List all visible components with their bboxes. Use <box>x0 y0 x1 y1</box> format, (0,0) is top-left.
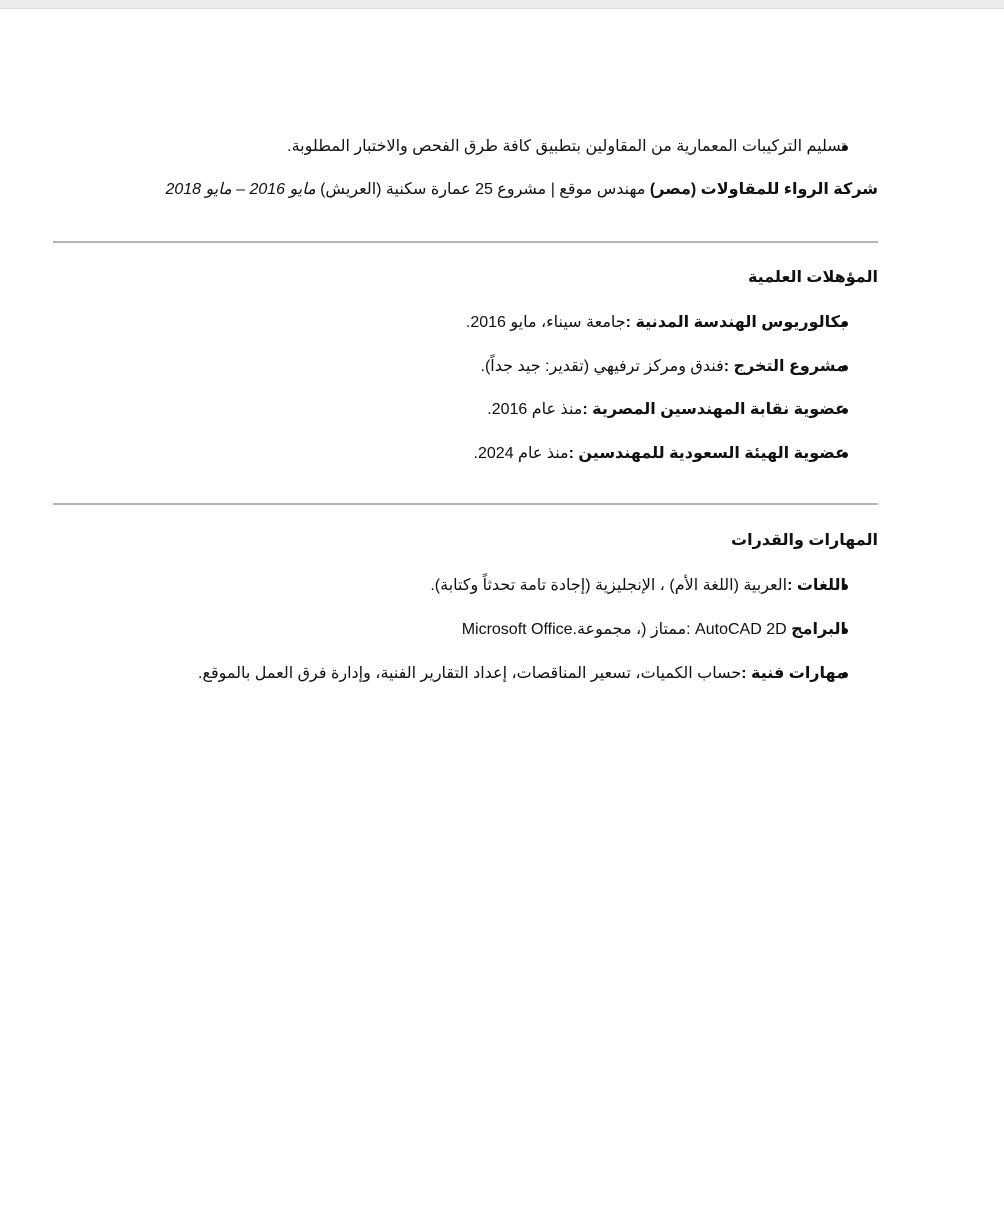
qualification-text: فندق ومركز ترفيهي (تقدير: جيد جداً). <box>480 358 724 375</box>
skill-text: حساب الكميات، تسعير المناقصات، إعداد التقارير الفنية، وإدارة فرق العمل بالموقع. <box>198 665 742 682</box>
qualification-text: جامعة سيناء، مايو 2016. <box>465 314 626 331</box>
skills-heading: المهارات والقدرات <box>731 532 878 549</box>
job-company: شركة الرواء للمقاولات (مصر) <box>649 181 878 198</box>
qualification-label: عضوية الهيئة السعودية للمهندسين : <box>568 445 846 462</box>
skill-item <box>430 576 846 596</box>
qualification-text: منذ عام 2016. <box>487 401 583 418</box>
skill-item <box>462 620 846 640</box>
qualification-label: بكالوريوس الهندسة المدنية : <box>625 314 846 331</box>
section-divider <box>53 503 878 505</box>
skill-label: اللغات : <box>787 577 846 594</box>
qualification-label: عضوية نقابة المهندسين المصرية : <box>582 401 846 418</box>
qualification-item <box>474 444 846 464</box>
skill-text: العربية (اللغة الأم) ، الإنجليزية (إجادة تامة تحدثاً وكتابة). <box>430 577 788 594</box>
job-entry <box>165 180 878 200</box>
qualification-item <box>481 357 846 377</box>
job-period: مايو 2016 – مايو 2018 <box>165 181 316 198</box>
section-divider <box>53 241 878 243</box>
qualification-item <box>466 313 846 333</box>
skill-item <box>198 664 846 684</box>
skill-text: AutoCAD 2D :ممتاز (، مجموعة.Microsoft Office <box>461 621 787 638</box>
skill-label: البرامج <box>791 621 846 638</box>
qualification-item <box>487 400 846 420</box>
qualification-label: مشروع التخرج : <box>723 358 846 375</box>
qualifications-heading: المؤهلات العلمية <box>747 269 878 286</box>
qualification-text: منذ عام 2024. <box>473 445 569 462</box>
job-role-project: مهندس موقع | مشروع 25 عمارة سكنية (العريش) <box>320 181 646 198</box>
delivery-bullet-text: تسليم التركيبات المعمارية من المقاولين بتطبيق كافة طرق الفحص والاختبار المطلوبة. <box>287 138 846 155</box>
skill-label: مهارات فنية : <box>741 665 846 682</box>
